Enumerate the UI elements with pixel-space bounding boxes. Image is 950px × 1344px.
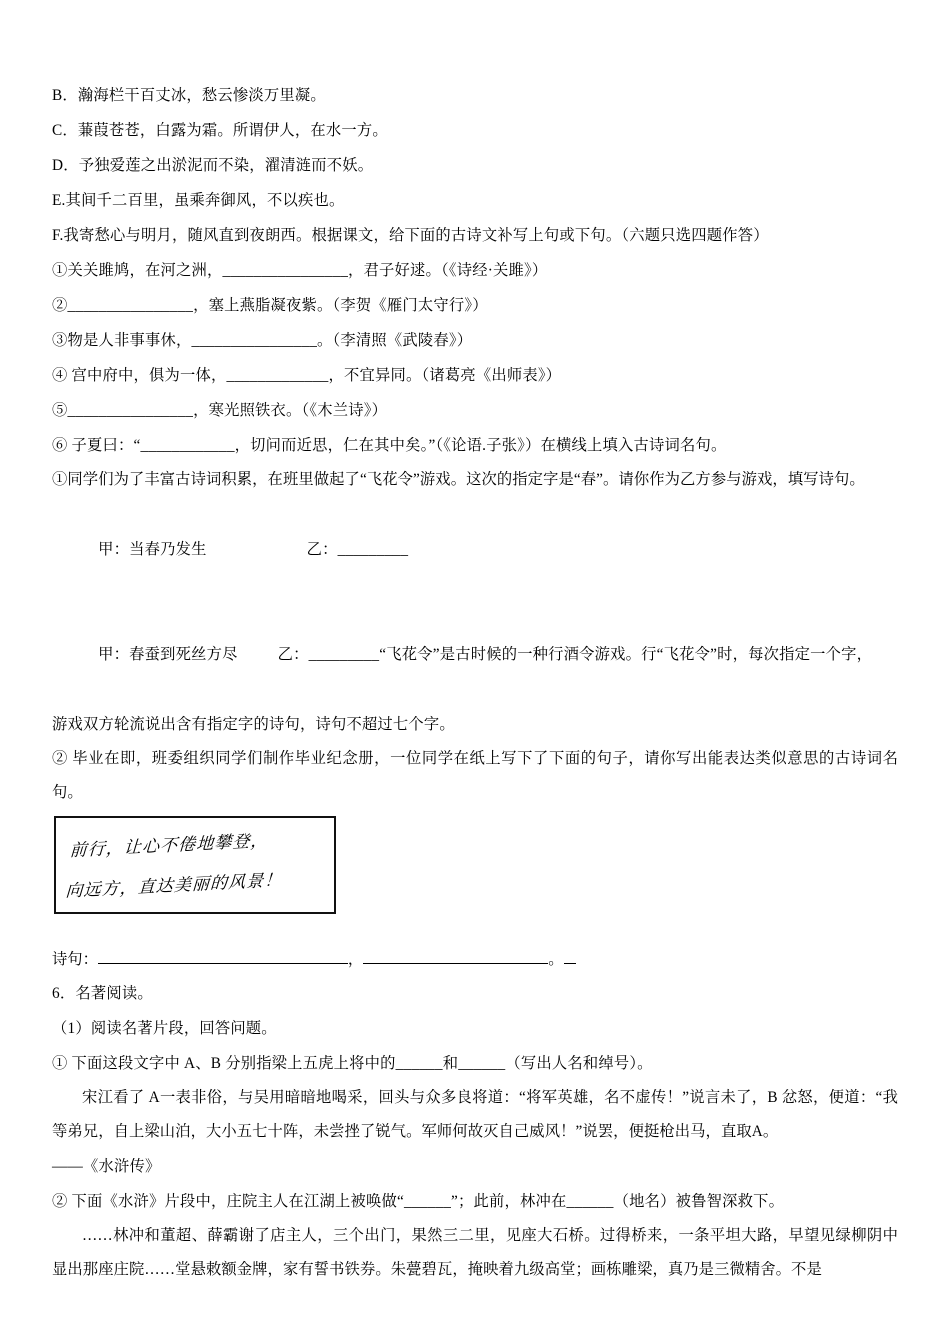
fill-item-6: ⑥ 子夏曰：“____________，切问而近思，仁在其中矣。”（《论语.子张》）在横线上填入古诗词名句。 [52,437,727,454]
section-6-item2: ② 下面《水浒》片段中，庄院主人在江湖上被唤做“______”；此前，林冲在______（地名）被鲁智深救下。 [52,1193,785,1210]
fill-item-1: ①关关雎鸠，在河之洲，________________，君子好逑。（《诗经·关雎》） [52,262,548,279]
section-6-title: 6．名著阅读。 [52,985,153,1002]
question-1-text: ①同学们为了丰富古诗词积累，在班里做起了“飞花令”游戏。这次的指定字是“春”。请你作为乙方参与游戏，填写诗句。 [52,471,865,488]
dialog-reply-speaker-1: 乙： [306,541,338,558]
dialog-tail-2: “飞花令”是古时候的一种行酒令游戏。行“飞花令”时，每次指定一个字， [379,646,873,663]
dialog-reply-blank-1: _________ [337,541,409,558]
shiju-label: 诗句： [52,951,98,968]
dialog-row-1 [52,497,898,602]
dialog-row-2 [52,602,898,707]
dialog-text-1: 当春乃发生 [129,541,207,558]
shiju-blank-2[interactable] [363,948,548,964]
fill-item-5: ⑤________________，寒光照铁衣。（《木兰诗》） [52,402,388,419]
question-2-text: ② 毕业在即，班委组织同学们制作毕业纪念册，一位同学在纸上写下了下面的句子，请你写出能表达类似意思的古诗词名句。 [52,750,898,801]
handwriting-line-1: 前行，让心不倦地攀登， [69,830,270,862]
choice-d: D．予独爱莲之出淤泥而不染，濯清涟而不妖。 [52,157,374,174]
fill-item-2: ②________________，塞上燕脂凝夜紫。（李贺《雁门太守行》） [52,297,488,314]
shiju-answer-line: 诗句： ， 。 [52,944,898,976]
section-6-source1: ——《水浒传》 [52,1158,161,1175]
fill-item-4: ④ 宫中府中，俱为一体，_____________，不宜异同。（诸葛亮《出师表》） [52,367,562,384]
prompt-f: F.我寄愁心与明月，随风直到夜朗西。根据课文，给下面的古诗文补写上句或下句。（六题只选四题作答） [52,227,769,244]
choice-b: B．瀚海栏干百丈冰，愁云惨淡万里凝。 [52,87,326,104]
section-6-quote1: 宋江看了 A一表非俗，与吴用暗暗地喝采，回头与众多良将道：“将军英雄，名不虚传！”说言未了，B 忿怒，便道：“我等弟兄，自上梁山泊，大小五七十阵，未尝挫了锐气。军师何故灭自己威风！”说罢，便挺枪出马，直取A。 [52,1089,898,1140]
section-6-sub1: （1）阅读名著片段，回答问题。 [52,1020,277,1037]
choice-c: C．蒹葭苍苍，白露为霜。所谓伊人，在水一方。 [52,122,388,139]
fill-item-3: ③物是人非事事休，________________。（李清照《武陵春》） [52,332,473,349]
handwriting-line-2: 向远方，直达美丽的风景！ [64,870,283,902]
dialog-reply-blank-2: _________ [308,646,380,663]
dialog-reply-speaker-2: 乙： [277,646,309,663]
handwriting-box [54,816,336,914]
dialog-tail-line: 游戏双方轮流说出含有指定字的诗句，诗句不超过七个字。 [52,716,455,733]
section-6-quote2: ……林冲和董超、薛霸谢了店主人，三个出门，果然三二里，见座大石桥。过得桥来，一条平坦大路，早望见绿柳阴中显出那座庄院……堂悬敕额金牌，家有誓书铁券。朱甍碧瓦，掩映着九级高堂；画栋雕梁，真乃是三微精舍。不是 [52,1227,898,1278]
dialog-text-2: 春蚕到死丝方尽 [129,646,238,663]
shiju-blank-1[interactable] [98,948,348,964]
shiju-blank-3[interactable] [564,948,576,964]
section-6-item1: ① 下面这段文字中 A、B 分别指梁上五虎上将中的______和______（写出人名和绰号）。 [52,1055,653,1072]
handwriting-text [64,826,330,906]
dialog-speaker-2: 甲： [98,646,130,663]
dialog-speaker-1: 甲： [98,541,130,558]
choice-e: E.其间千二百里，虽乘奔御风，不以疾也。 [52,192,345,209]
